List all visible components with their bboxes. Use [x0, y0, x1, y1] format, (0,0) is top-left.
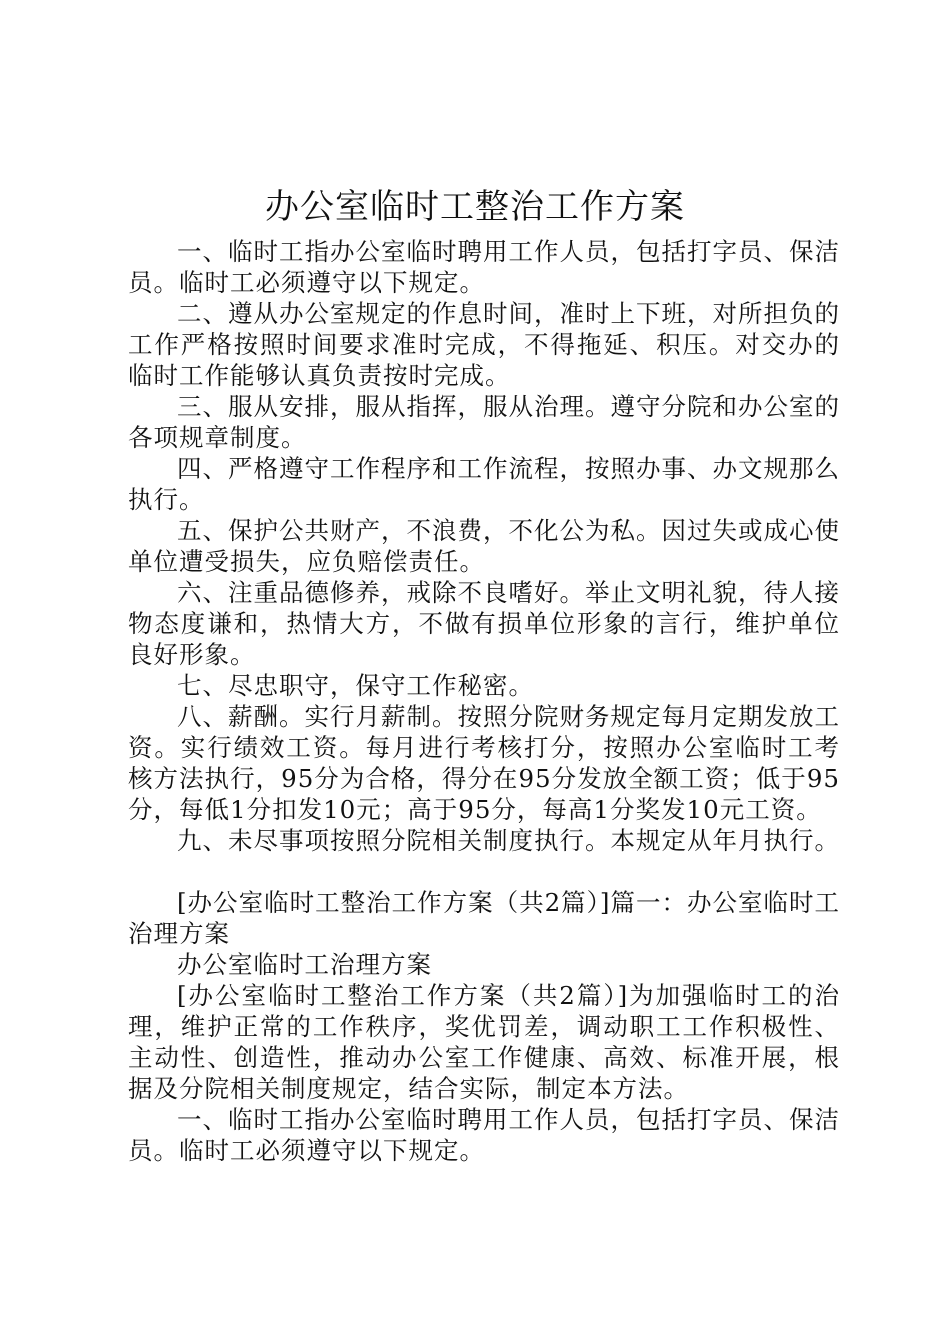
- paragraph-3: 三、服从安排，服从指挥，服从治理。遵守分院和办公室的各项规章制度。: [128, 392, 840, 452]
- paragraph-7: 七、尽忠职守，保守工作秘密。: [177, 671, 534, 700]
- section-subtitle: 办公室临时工治理方案: [177, 950, 432, 979]
- paragraph-2: 二、遵从办公室规定的作息时间，准时上下班，对所担负的工作严格按照时间要求准时完成，不得拖延、积压。对交办的临时工作能够认真负责按时完成。: [128, 299, 840, 390]
- paragraph-intro: [办公室临时工整治工作方案（共2篇）]为加强临时工的治理，维护正常的工作秩序，奖优罚差，调动职工工作积极性、主动性、创造性，推动办公室工作健康、高效、标准开展，根据及分院相关制度规定，结合实际，制定本方法。: [128, 981, 840, 1103]
- paragraph-8: 八、薪酬。实行月薪制。按照分院财务规定每月定期发放工资。实行绩效工资。每月进行考核打分，按照办公室临时工考核方法执行，95分为合格，得分在95分发放全额工资；低于95分，每低1分扣发10元；高于95分，每高1分奖发10元工资。: [128, 702, 840, 824]
- paragraph-9: 九、未尽事项按照分院相关制度执行。本规定从年月执行。: [177, 826, 840, 855]
- paragraph-5: 五、保护公共财产，不浪费，不化公为私。因过失或成心使单位遭受损失，应负赔偿责任。: [128, 516, 840, 576]
- paragraph-1: 一、临时工指办公室临时聘用工作人员，包括打字员、保洁员。临时工必须遵守以下规定。: [128, 237, 840, 297]
- document-title: 办公室临时工整治工作方案: [265, 187, 685, 227]
- paragraph-4: 四、严格遵守工作程序和工作流程，按照办事、办文规那么执行。: [128, 454, 840, 514]
- paragraph-6: 六、注重品德修养，戒除不良嗜好。举止文明礼貌，待人接物态度谦和，热情大方，不做有损单位形象的言行，维护单位良好形象。: [128, 578, 840, 669]
- section-heading-reference: [办公室临时工整治工作方案（共2篇）]篇一：办公室临时工治理方案: [128, 888, 840, 948]
- document-body: [128, 236, 840, 1166]
- paragraph-repeat-1: 一、临时工指办公室临时聘用工作人员，包括打字员、保洁员。临时工必须遵守以下规定。: [128, 1105, 840, 1165]
